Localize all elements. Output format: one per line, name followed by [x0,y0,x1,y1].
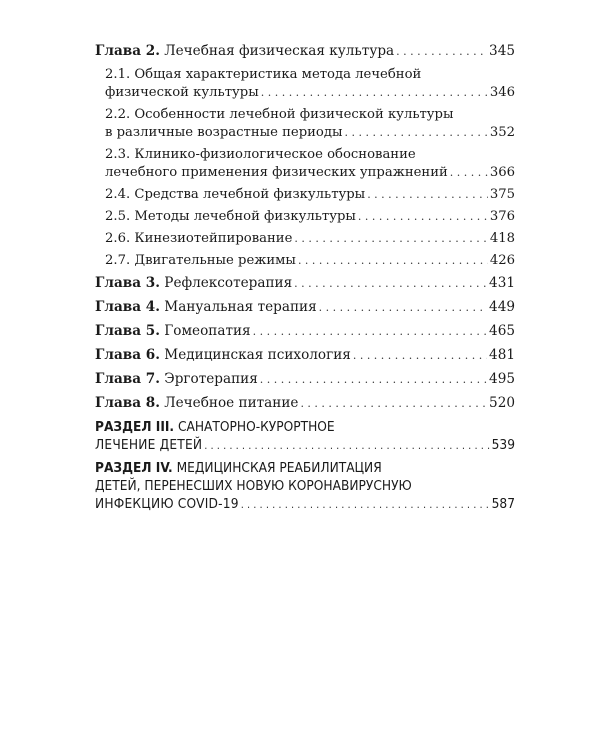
chapter-label: Глава 5. [95,323,160,339]
page-number: 345 [489,43,515,59]
toc-entry-section-2-1[interactable] [95,66,515,102]
chapter-title: Лечебное питание [164,395,299,411]
chapter-title: Медицинская психология [164,347,351,363]
section-title-line2: лечебного применения физических упражнений [105,165,448,180]
leader-dots [294,275,487,293]
part-title-line1: МЕДИЦИНСКАЯ РЕАБИЛИТАЦИЯ [176,460,382,476]
leader-dots [253,323,487,341]
page-number: 418 [489,231,515,246]
toc-entry-section-2-7[interactable] [95,252,515,270]
toc-entry-part-4[interactable] [95,459,515,514]
page-number: 495 [489,371,515,387]
section-title-line1: 2.3. Клинико-физиологическое обоснование [105,147,416,162]
leader-dots [345,124,488,142]
chapter-label: Глава 3. [95,275,160,291]
leader-dots [353,347,487,365]
leader-dots [358,208,488,226]
section-title: 2.5. Методы лечебной физкультуры [105,209,356,224]
part-label: РАЗДЕЛ IV. [95,460,173,476]
page-number: 520 [489,395,515,411]
table-of-contents [95,42,515,518]
part-title-line1: САНАТОРНО-КУРОРТНОЕ [177,419,335,435]
toc-entry-chapter-5[interactable] [95,322,515,341]
chapter-label: Глава 2. [95,43,160,59]
page-number: 366 [489,165,515,180]
chapter-label: Глава 8. [95,395,160,411]
part-title-line2: ДЕТЕЙ, ПЕРЕНЕСШИХ НОВУЮ КОРОНАВИРУСНУЮ [95,478,412,494]
leader-dots [396,43,487,61]
chapter-label: Глава 6. [95,347,160,363]
chapter-title: Мануальная терапия [164,299,317,315]
toc-entry-part-3[interactable] [95,418,515,455]
page-number: 376 [489,209,515,224]
page-number: 431 [489,275,515,291]
section-title-line1: 2.2. Особенности лечебной физической культуры [105,107,454,122]
section-title-line1: 2.1. Общая характеристика метода лечебной [105,67,422,82]
page-number: 346 [489,85,515,100]
leader-dots [319,299,487,317]
toc-entry-section-2-4[interactable] [95,186,515,204]
toc-entry-section-2-3[interactable] [95,146,515,182]
leader-dots [300,395,487,413]
chapter-title: Лечебная физическая культура [164,43,395,59]
toc-entry-chapter-6[interactable] [95,346,515,365]
page-number: 375 [489,187,515,202]
page-number: 352 [489,125,515,140]
section-title: 2.6. Кинезиотейпирование [105,231,293,246]
leader-dots [298,252,488,270]
toc-entry-chapter-4[interactable] [95,298,515,317]
toc-entry-chapter-3[interactable] [95,274,515,293]
leader-dots [204,437,489,455]
chapter-label: Глава 4. [95,299,160,315]
chapter-label: Глава 7. [95,371,160,387]
leader-dots [241,496,490,514]
page-number: 449 [489,299,515,315]
toc-entry-section-2-5[interactable] [95,208,515,226]
leader-dots [260,371,487,389]
part-title-line3: ИНФЕКЦИЮ COVID-19 [95,496,239,512]
leader-dots [450,164,488,182]
leader-dots [261,84,488,102]
toc-entry-section-2-6[interactable] [95,230,515,248]
part-label: РАЗДЕЛ III. [95,419,175,435]
section-title-line2: физической культуры [105,85,259,100]
toc-entry-chapter-8[interactable] [95,394,515,413]
chapter-title: Рефлексотерапия [164,275,293,291]
leader-dots [367,186,488,204]
page-number: 539 [491,437,515,453]
page-number: 426 [489,253,515,268]
chapter-title: Гомеопатия [164,323,251,339]
part-title-line2: ЛЕЧЕНИЕ ДЕТЕЙ [95,437,203,453]
section-title: 2.4. Средства лечебной физкультуры [105,187,366,202]
toc-entry-section-2-2[interactable] [95,106,515,142]
section-title-line2: в различные возрастные периоды [105,125,343,140]
page-number: 465 [489,323,515,339]
section-title: 2.7. Двигательные режимы [105,253,296,268]
toc-entry-chapter-7[interactable] [95,370,515,389]
page-number: 587 [491,496,515,512]
toc-entry-chapter-2[interactable] [95,42,515,61]
chapter-title: Эрготерапия [164,371,258,387]
page-number: 481 [489,347,515,363]
leader-dots [294,230,487,248]
